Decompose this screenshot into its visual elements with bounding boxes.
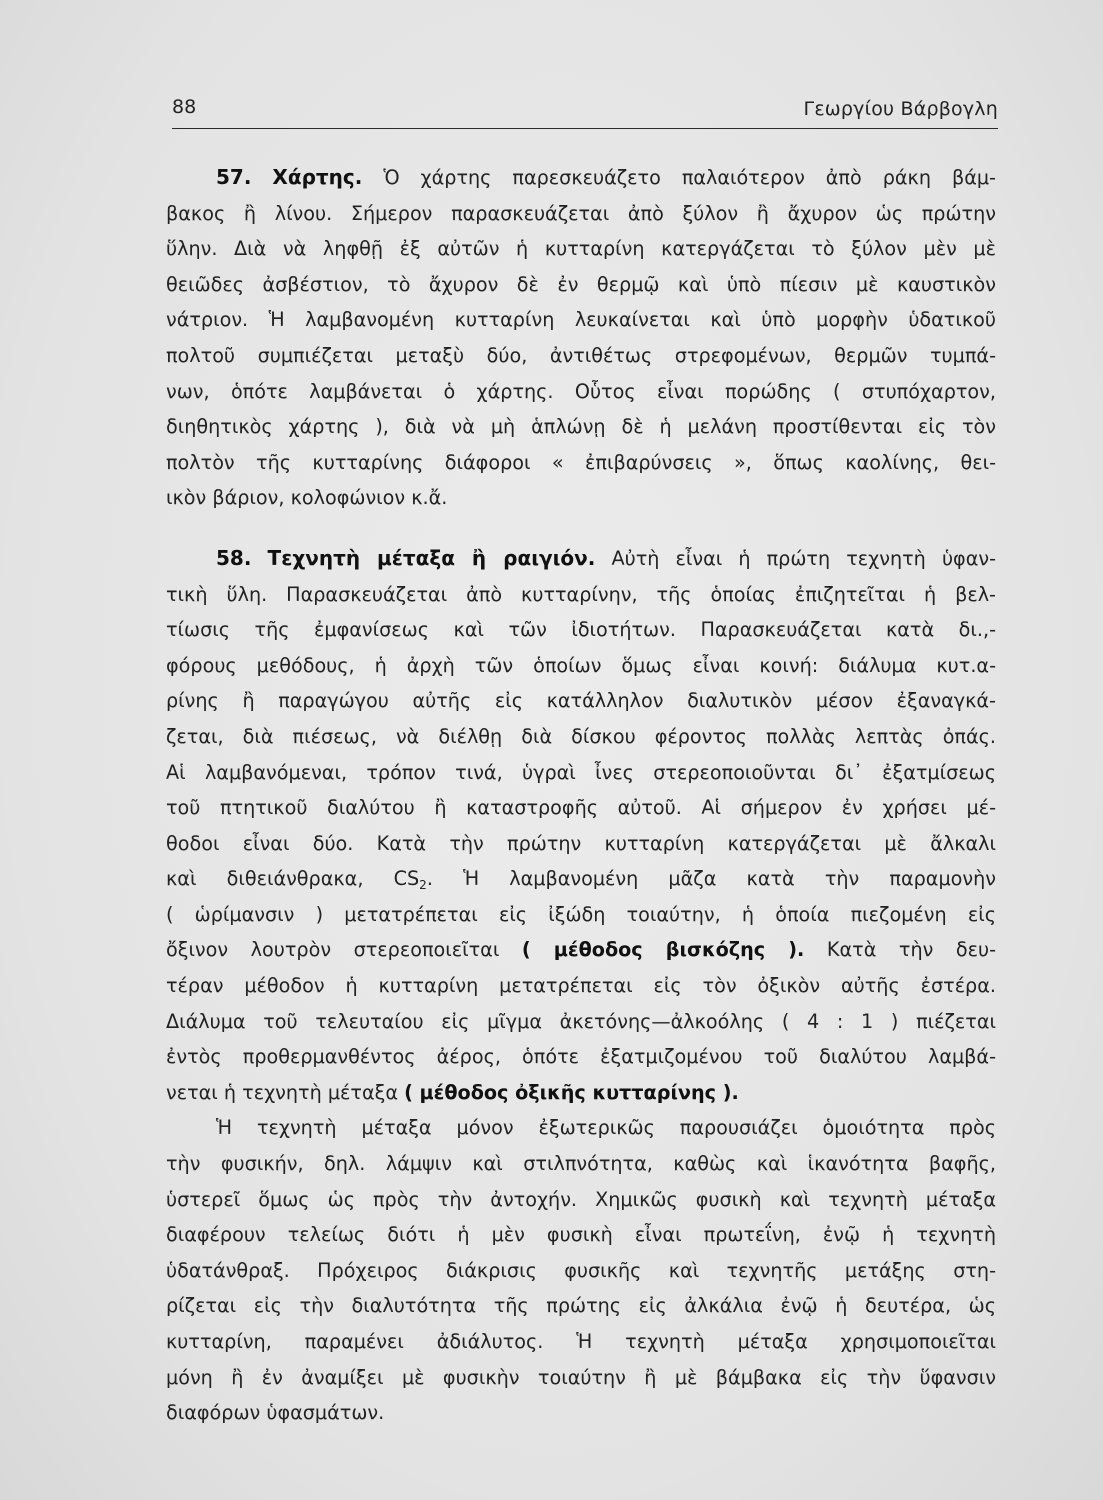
running-head: Γεωργίου Βάρβογλη [803, 98, 998, 120]
text-line: ρίνης ἢ παραγώγου αὐτῆς εἰς κατάλληλον διαλυτικὸν μέσον ἐξαναγκά- [166, 689, 996, 713]
text-line: τίωσις τῆς ἐμφανίσεως καὶ τῶν ἰδιοτήτων. Παρασκευάζεται κατὰ δι.,- [166, 618, 996, 642]
method-name: ( μέθοδος βισκόζης ). [521, 938, 805, 962]
text-line: ικὸν βάριον, κολοφώνιον κ.ἄ. [166, 486, 448, 510]
text-line: τέραν μέθοδον ἡ κυτταρίνη μετατρέπεται εἰς τὸν ὀξικὸν αὐτῆς ἐστέρα. [166, 974, 996, 998]
subscript: 2 [419, 878, 427, 893]
section-number: 58. [216, 545, 252, 570]
text-line: ἐντὸς προθερμανθέντος ἀέρος, ὁπότε ἐξατμιζομένου τοῦ διαλύτου λαμβά- [166, 1045, 996, 1069]
text-line: ( ὡρίμανσιν ) μετατρέπεται εἰς ἰξώδη τοιαύτην, ἡ ὁποία πιεζομένη εἰς [166, 902, 996, 926]
text-segment: καὶ διθειάνθρακα, CS [166, 867, 420, 891]
method-name: ( μέθοδος ὀξικῆς κυτταρίνης ). [404, 1080, 739, 1104]
text-line: τὴν φυσικήν, δηλ. λάμψιν καὶ στιλπνότητα, καθὼς καὶ ἱκανότητα βαφῆς, [166, 1152, 996, 1176]
text-segment: . Ἡ λαμβανομένη μᾶζα κατὰ τὴν παραμονὴν [426, 867, 996, 891]
text-line: διαφέρουν τελείως διότι ἡ μὲν φυσικὴ εἶναι πρωτεΐνη, ἐνῷ ἡ τεχνητὴ [166, 1223, 996, 1247]
section-number: 57. [216, 165, 252, 189]
section-gap [166, 516, 996, 541]
text-line: Αὐτὴ εἶναι ἡ πρώτη τεχνητὴ ὑφαν- [611, 546, 996, 570]
text-line: νων, ὁπότε λαμβάνεται ὁ χάρτης. Οὗτος εἶναι πορώδης ( στυπόχαρτον, [166, 379, 996, 403]
text-line: ζεται, διὰ πιέσεως, νὰ διέλθῃ διὰ δίσκου φέροντος πολλὰς λεπτὰς ὀπάς. [166, 724, 996, 748]
section-58 [166, 541, 996, 1431]
text-line: κυτταρίνη, παραμένει ἀδιάλυτος. Ἡ τεχνητὴ μέταξα χρησιμοποιεῖται [166, 1330, 996, 1353]
text-line: ὕλην. Διὰ νὰ ληφθῇ ἐξ αὐτῶν ἡ κυτταρίνη κατεργάζεται τὸ ξύλον μὲν μὲ [166, 237, 996, 261]
text-line: Ὁ χάρτης παρεσκευάζετο παλαιότερον ἀπὸ ράκη βάμ- [383, 166, 996, 189]
text-line: ὑδατάνθραξ. Πρόχειρος διάκρισις φυσικῆς καὶ τεχνητῆς μετάξης στη- [166, 1258, 996, 1282]
viscose-line [166, 932, 996, 968]
section-title: Χάρτης. [272, 165, 363, 189]
text-line: θειῶδες ἀσβέστιον, τὸ ἄχυρον δὲ ἐν θερμῷ καὶ ὑπὸ πίεσιν μὲ καυστικὸν [166, 272, 996, 296]
section-title: Τεχνητὴ μέταξα ἢ ραιγιόν. [267, 545, 596, 570]
cs2-line [166, 861, 996, 897]
text-segment: Κατὰ τὴν δευ- [826, 938, 997, 962]
page-body [166, 160, 996, 1431]
acetate-line [166, 1075, 996, 1111]
text-line: διηθητικὸς χάρτης ), διὰ νὰ μὴ ἁπλώνῃ δὲ ἡ μελάνη προστίθενται εἰς τὸν [166, 415, 996, 439]
text-segment: νεται ἡ τεχνητὴ μέταξα [166, 1080, 398, 1104]
text-line: μόνη ἢ ἐν ἀναμίξει μὲ φυσικὴν τοιαύτην ἢ μὲ βάμβακα εἰς τὴν ὕφανσιν [166, 1365, 996, 1389]
page-header [172, 96, 998, 129]
text-line: θοδοι εἶναι δύο. Κατὰ τὴν πρώτην κυτταρίνη κατεργάζεται μὲ ἄλκαλι [166, 831, 996, 855]
text-line: ὑστερεῖ ὅμως ὡς πρὸς τὴν ἀντοχήν. Χημικῶς φυσικὴ καὶ τεχνητὴ μέταξα [166, 1187, 996, 1211]
text-line: βακος ἢ λίνου. Σήμερον παρασκευάζεται ἀπὸ ξύλον ἢ ἄχυρον ὡς πρώτην [166, 201, 996, 225]
text-segment: ὄξινον λουτρὸν στερεοποιεῖται [166, 938, 500, 962]
page-number: 88 [172, 96, 197, 118]
text-line: πολτὸν τῆς κυτταρίνης διάφοροι « ἐπιβαρύνσεις », ὅπως καολίνης, θει- [166, 450, 996, 474]
text-line: νάτριον. Ἡ λαμβανομένη κυτταρίνη λευκαίνεται καὶ ὑπὸ μορφὴν ὑδατικοῦ [166, 308, 996, 332]
text-line: Διάλυμα τοῦ τελευταίου εἰς μῖγμα ἀκετόνης—ἀλκοόλης ( 4 : 1 ) πιέζεται [166, 1009, 996, 1033]
section-57-first-line [166, 160, 996, 196]
text-line: διαφόρων ὑφασμάτων. [166, 1401, 385, 1425]
text-line: τοῦ πτητικοῦ διαλύτου ἢ καταστροφῆς αὐτοῦ. Αἱ σήμερον ἐν χρήσει μέ- [166, 796, 996, 820]
text-line: Αἱ λαμβανόμεναι, τρόπον τινά, ὑγραὶ ἶνες στερεοποιοῦνται δι᾽ ἐξατμίσεως [166, 760, 996, 784]
text-line: πολτοῦ συμπιέζεται μεταξὺ δύο, ἀντιθέτως στρεφομένων, θερμῶν τυμπά- [166, 343, 996, 367]
text-line: φόρους μεθόδους, ἡ ἀρχὴ τῶν ὁποίων ὅμως εἶναι κοινή: διάλυμα κυτ.α- [166, 653, 996, 677]
text-line: τικὴ ὕλη. Παρασκευάζεται ἀπὸ κυτταρίνην, τῆς ὁποίας ἐπιζητεῖται ἡ βελ- [166, 582, 996, 606]
section-58-first-line [166, 541, 996, 577]
text-line: ρίζεται εἰς τὴν διαλυτότητα τῆς πρώτης εἰς ἀλκάλια ἐνῷ ἡ δευτέρα, ὡς [166, 1294, 996, 1318]
section-57 [166, 160, 996, 516]
text-line: Ἡ τεχνητὴ μέταξα μόνον ἐξωτερικῶς παρουσιάζει ὁμοιότητα πρὸς [216, 1116, 996, 1140]
